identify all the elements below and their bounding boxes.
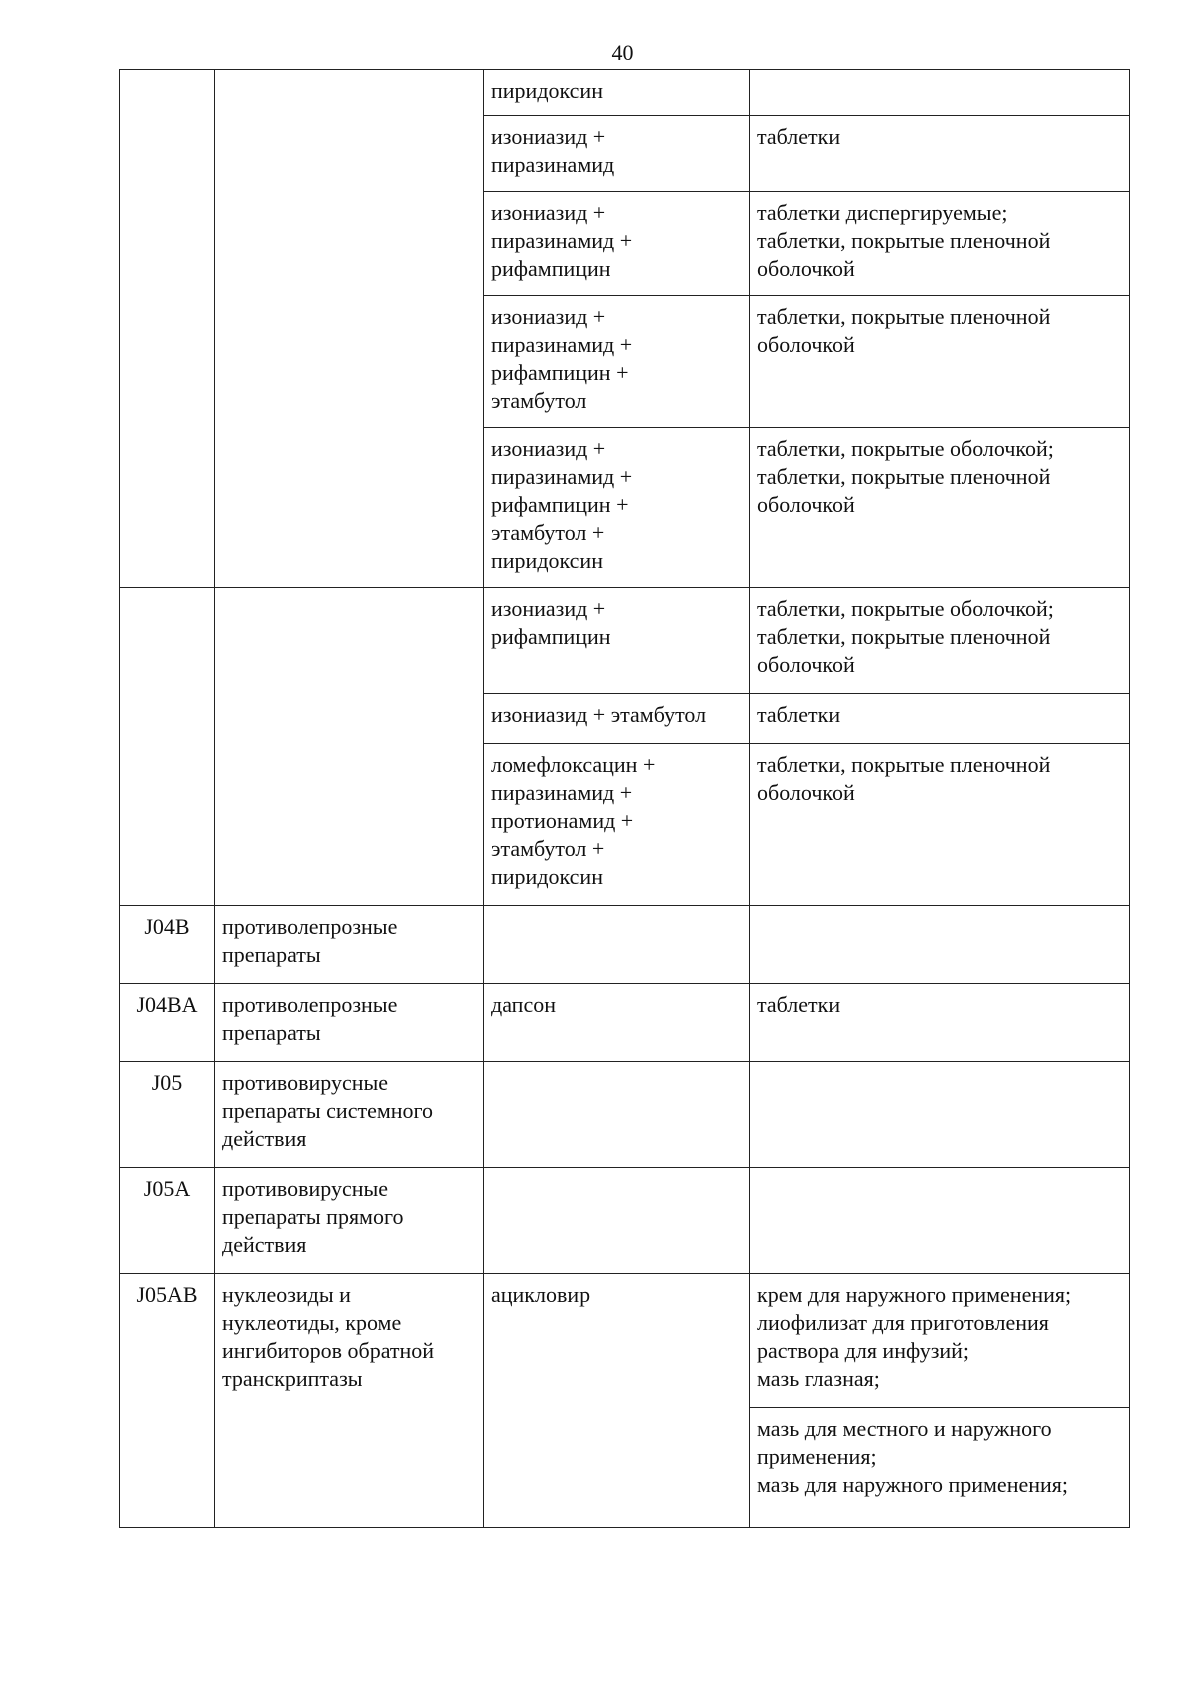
drug-table	[119, 69, 1130, 1528]
drug-cell: дапсон	[484, 984, 750, 1062]
group-cell: противолепрозные препараты	[215, 906, 484, 984]
atc-code-cell: J05AB	[120, 1274, 215, 1528]
table-row	[120, 1168, 1130, 1274]
form-cell: таблетки	[750, 694, 1130, 744]
group-cell: противовирусные препараты прямого действия	[215, 1168, 484, 1274]
drug-cell	[484, 1062, 750, 1168]
form-cell: таблетки, покрытые пленочной оболочкой	[750, 296, 1130, 428]
form-cell: мазь для местного и наружного применения; мазь для наружного применения;	[750, 1408, 1130, 1528]
atc-code-cell: J05A	[120, 1168, 215, 1274]
table-row	[120, 1274, 1130, 1408]
form-cell: таблетки, покрытые пленочной оболочкой	[750, 744, 1130, 906]
group-cell	[215, 70, 484, 588]
atc-code-cell: J05	[120, 1062, 215, 1168]
form-cell: крем для наружного применения; лиофилизат для приготовления раствора для инфузий; мазь глазная;	[750, 1274, 1130, 1408]
drug-cell: изониазид + пиразинамид	[484, 116, 750, 192]
drug-cell: ацикловир	[484, 1274, 750, 1528]
drug-cell: изониазид + пиразинамид + рифампицин + этамбутол	[484, 296, 750, 428]
atc-code-cell: J04B	[120, 906, 215, 984]
atc-code-cell	[120, 588, 215, 906]
drug-cell	[484, 1168, 750, 1274]
page-number: 40	[611, 40, 634, 65]
drug-cell: пиридоксин	[484, 70, 750, 116]
group-cell: противолепрозные препараты	[215, 984, 484, 1062]
drug-cell: ломефлоксацин + пиразинамид + протионамид + этамбутол + пиридоксин	[484, 744, 750, 906]
atc-code-cell	[120, 70, 215, 588]
group-cell: нуклеозиды и нуклеотиды, кроме ингибиторов обратной транскриптазы	[215, 1274, 484, 1528]
drug-cell	[484, 906, 750, 984]
group-cell: противовирусные препараты системного действия	[215, 1062, 484, 1168]
form-cell: таблетки, покрытые оболочкой; таблетки, покрытые пленочной оболочкой	[750, 588, 1130, 694]
atc-code-cell: J04BA	[120, 984, 215, 1062]
table-row	[120, 984, 1130, 1062]
drug-cell: изониазид + пиразинамид + рифампицин	[484, 192, 750, 296]
form-cell: таблетки, покрытые оболочкой; таблетки, покрытые пленочной оболочкой	[750, 428, 1130, 588]
form-cell: таблетки диспергируемые; таблетки, покрытые пленочной оболочкой	[750, 192, 1130, 296]
form-cell	[750, 1168, 1130, 1274]
table-row	[120, 906, 1130, 984]
table-row	[120, 70, 1130, 116]
drug-cell: изониазид + пиразинамид + рифампицин + этамбутол + пиридоксин	[484, 428, 750, 588]
group-cell	[215, 588, 484, 906]
form-cell: таблетки	[750, 984, 1130, 1062]
table-row	[120, 588, 1130, 694]
drug-cell: изониазид + этамбутол	[484, 694, 750, 744]
form-cell: таблетки	[750, 116, 1130, 192]
form-cell	[750, 1062, 1130, 1168]
table-row	[120, 1062, 1130, 1168]
drug-cell: изониазид + рифампицин	[484, 588, 750, 694]
form-cell	[750, 70, 1130, 116]
form-cell	[750, 906, 1130, 984]
